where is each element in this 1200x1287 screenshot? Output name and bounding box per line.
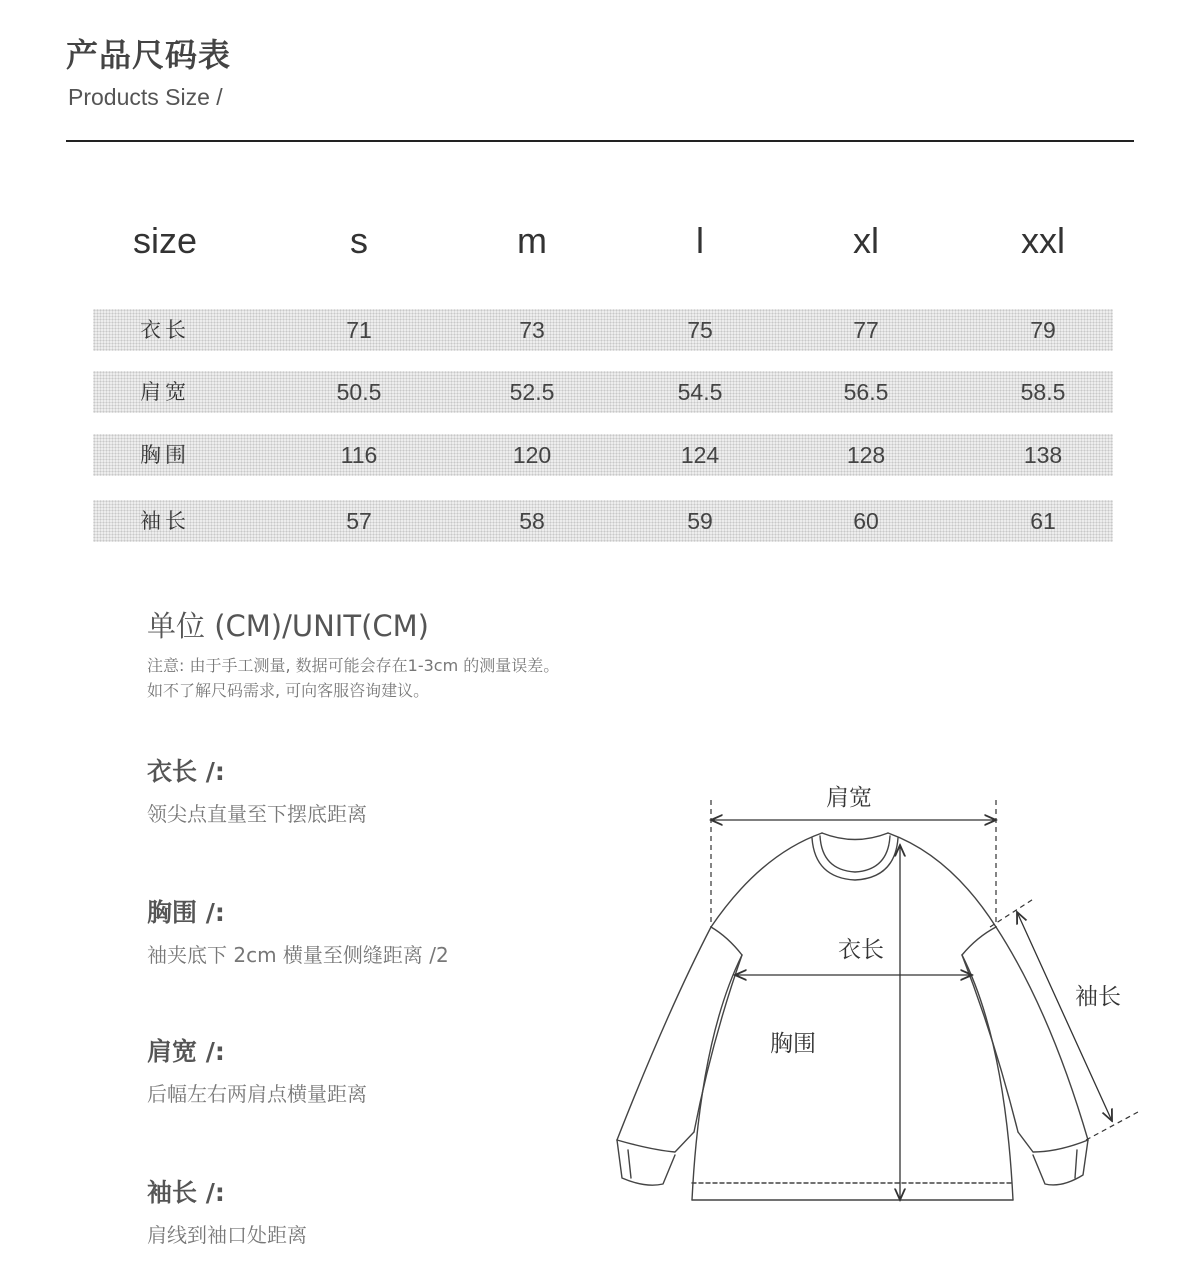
length-label: 衣长 (838, 937, 884, 963)
header-s: s (350, 220, 368, 261)
header-m: m (517, 220, 547, 261)
row-label: 胸围 (140, 443, 190, 467)
size-table-header (0, 220, 1200, 270)
definition-heading: 胸围 /: (147, 898, 225, 927)
table-cell: 79 (1030, 317, 1056, 343)
table-row (93, 434, 1113, 476)
unit-label: 单位 (CM)/UNIT(CM) (147, 609, 429, 643)
definition-heading: 袖长 /: (147, 1178, 225, 1207)
table-cell: 58.5 (1020, 379, 1066, 405)
header-divider (66, 140, 1134, 142)
shoulder-label: 肩宽 (826, 785, 872, 811)
header-l: l (696, 220, 704, 261)
page-subtitle: Products Size / (68, 84, 223, 110)
table-cell: 128 (846, 442, 886, 468)
table-row (93, 500, 1113, 542)
definition-heading: 衣长 /: (147, 757, 225, 786)
table-cell: 138 (1023, 442, 1063, 468)
header-xl: xl (853, 220, 879, 261)
table-cell: 77 (853, 317, 879, 343)
note-line: 注意: 由于手工测量, 数据可能会存在1-3cm 的测量误差。 (147, 656, 560, 675)
table-cell: 71 (346, 317, 372, 343)
row-label: 袖长 (140, 509, 190, 533)
table-cell: 61 (1030, 508, 1056, 534)
page-title: 产品尺码表 (66, 36, 232, 74)
table-cell: 73 (519, 317, 545, 343)
table-cell: 54.5 (677, 379, 723, 405)
chest-label: 胸围 (770, 1031, 816, 1057)
table-cell: 120 (512, 442, 552, 468)
table-row (93, 309, 1113, 351)
table-cell: 58 (519, 508, 545, 534)
definition-text: 领尖点直量至下摆底距离 (147, 802, 367, 826)
table-cell: 124 (680, 442, 720, 468)
sleeve-label: 袖长 (1075, 984, 1121, 1010)
note-line: 如不了解尺码需求, 可向客服咨询建议。 (147, 681, 430, 700)
definition-text: 袖夹底下 2cm 横量至侧缝距离 /2 (147, 943, 449, 967)
table-cell: 75 (687, 317, 713, 343)
definition-text: 后幅左右两肩点横量距离 (147, 1082, 367, 1106)
definition-heading: 肩宽 /: (147, 1037, 225, 1066)
row-label: 肩宽 (140, 380, 190, 404)
table-cell: 60 (853, 508, 879, 534)
header-xxl: xxl (1021, 220, 1065, 261)
table-cell: 52.5 (509, 379, 555, 405)
table-cell: 56.5 (843, 379, 889, 405)
table-cell: 57 (346, 508, 372, 534)
header-size: size (132, 220, 198, 261)
row-label: 衣长 (140, 318, 190, 342)
table-cell: 59 (687, 508, 713, 534)
table-row (93, 371, 1113, 413)
table-cell: 116 (340, 442, 378, 468)
garment-diagram (600, 760, 1160, 1220)
definition-text: 肩线到袖口处距离 (147, 1223, 307, 1247)
table-cell: 50.5 (336, 379, 382, 405)
